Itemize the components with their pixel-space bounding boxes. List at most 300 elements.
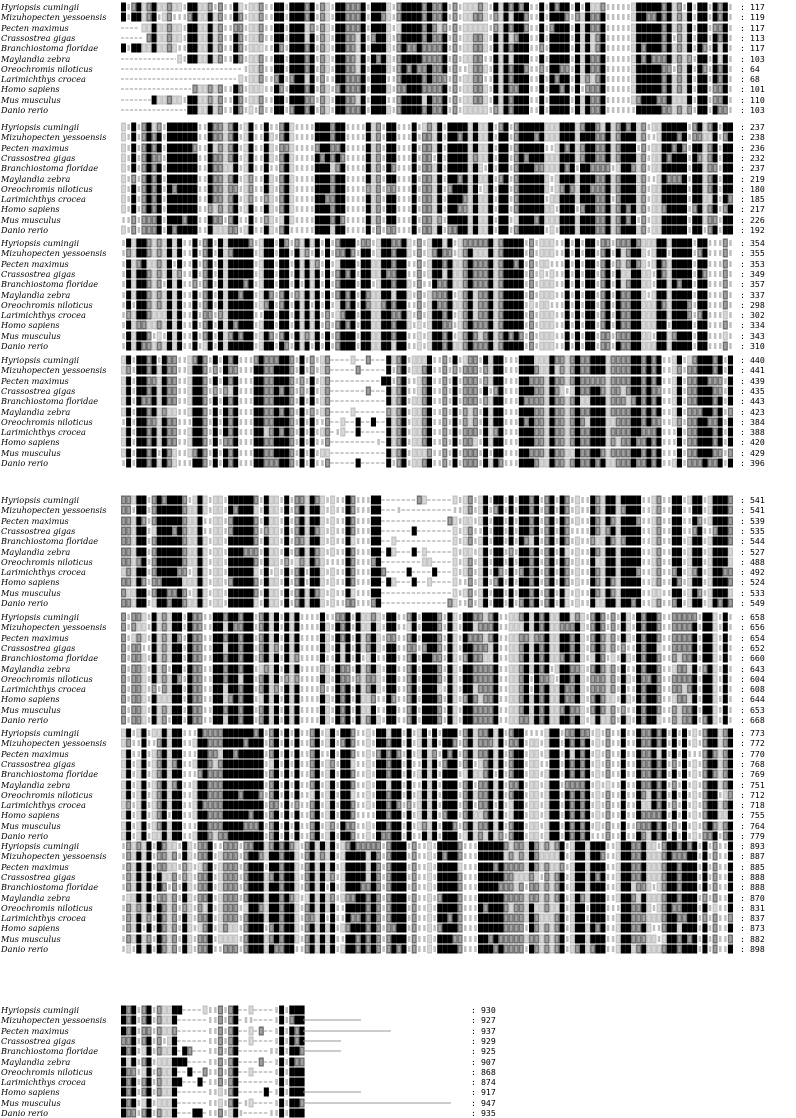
residue-glyph xyxy=(632,25,635,31)
residue-glyph xyxy=(362,145,365,151)
residue-glyph xyxy=(398,155,401,161)
residue-cell xyxy=(402,249,407,258)
residue-cell xyxy=(269,239,274,248)
residue-cell xyxy=(539,226,544,235)
residue-glyph xyxy=(362,186,365,192)
residue-glyph xyxy=(122,145,125,151)
residue-cell xyxy=(534,205,539,214)
residue-glyph xyxy=(714,217,717,223)
residue-glyph xyxy=(490,25,493,31)
residue-glyph xyxy=(270,145,273,151)
residue-cell xyxy=(121,44,126,53)
residue-glyph xyxy=(612,25,615,31)
residue-glyph xyxy=(418,217,421,223)
residue-glyph xyxy=(260,86,263,92)
residue-glyph xyxy=(464,14,467,20)
residue-glyph xyxy=(286,107,289,113)
residue-glyph xyxy=(474,271,477,277)
residue-glyph xyxy=(352,45,355,51)
residue-glyph xyxy=(459,66,462,72)
residue-cell xyxy=(662,143,667,152)
residue-glyph xyxy=(500,76,503,82)
residue-glyph xyxy=(637,97,640,103)
alignment-row xyxy=(0,105,796,115)
residue-glyph xyxy=(444,261,447,267)
residue-cell xyxy=(549,3,554,12)
residue-cell xyxy=(187,133,192,142)
residue-glyph xyxy=(719,107,722,113)
residue-cell xyxy=(391,153,396,162)
residue-glyph xyxy=(602,261,605,267)
residue-glyph xyxy=(199,250,202,256)
residue-cell xyxy=(167,164,172,173)
residue-glyph xyxy=(643,145,646,151)
residue-cell xyxy=(376,3,381,12)
residue-glyph xyxy=(398,14,401,20)
residue-glyph xyxy=(286,66,289,72)
residue-cell xyxy=(514,54,519,63)
residue-cell xyxy=(565,249,570,258)
residue-cell xyxy=(631,195,636,204)
residue-glyph xyxy=(163,134,166,140)
residue-cell xyxy=(371,106,376,115)
residue-glyph xyxy=(454,97,457,103)
residue-cell xyxy=(340,174,345,183)
residue-glyph xyxy=(495,165,498,171)
residue-glyph xyxy=(490,107,493,113)
sequence-track xyxy=(121,215,733,225)
residue-cell xyxy=(555,85,560,94)
residue-cell xyxy=(560,133,565,142)
residue-cell xyxy=(381,106,386,115)
residue-cell xyxy=(208,133,213,142)
residue-glyph xyxy=(214,176,217,182)
residue-glyph xyxy=(428,165,431,171)
residue-cell xyxy=(412,143,417,152)
residue-cell xyxy=(152,95,157,104)
residue-glyph xyxy=(214,25,217,31)
residue-cell xyxy=(600,95,605,104)
residue-glyph xyxy=(648,165,651,171)
residue-glyph xyxy=(433,196,436,202)
residue-glyph xyxy=(627,250,630,256)
residue-glyph xyxy=(178,56,181,62)
residue-glyph xyxy=(612,165,615,171)
residue-glyph xyxy=(704,176,707,182)
residue-cell xyxy=(529,184,534,193)
residue-cell xyxy=(284,174,289,183)
residue-glyph xyxy=(683,97,686,103)
residue-cell xyxy=(600,13,605,22)
residue-cell xyxy=(238,259,243,268)
residue-cell xyxy=(264,133,269,142)
residue-cell xyxy=(539,85,544,94)
residue-cell xyxy=(167,215,172,224)
residue-cell xyxy=(519,205,524,214)
residue-glyph xyxy=(352,206,355,212)
residue-cell xyxy=(182,153,187,162)
residue-glyph xyxy=(158,97,161,103)
residue-glyph xyxy=(459,261,462,267)
residue-cell xyxy=(187,184,192,193)
residue-glyph xyxy=(184,14,187,20)
residue-glyph xyxy=(688,165,691,171)
residue-glyph xyxy=(479,124,482,130)
residue-glyph xyxy=(275,271,278,277)
residue-glyph xyxy=(479,107,482,113)
residue-cell xyxy=(340,75,345,84)
residue-glyph xyxy=(377,186,380,192)
residue-cell xyxy=(713,184,718,193)
residue-glyph xyxy=(535,134,538,140)
residue-cell xyxy=(412,215,417,224)
residue-cell xyxy=(335,184,340,193)
residue-cell xyxy=(621,184,626,193)
residue-cell xyxy=(519,95,524,104)
residue-cell xyxy=(524,174,529,183)
residue-glyph xyxy=(699,134,702,140)
residue-glyph xyxy=(382,165,385,171)
position-number: : 117 xyxy=(740,23,792,33)
residue-glyph xyxy=(250,35,253,41)
residue-glyph xyxy=(678,134,681,140)
residue-cell xyxy=(657,23,662,32)
residue-glyph xyxy=(388,271,391,277)
residue-glyph xyxy=(709,186,712,192)
residue-glyph xyxy=(255,134,258,140)
residue-glyph xyxy=(163,261,166,267)
residue-cell xyxy=(590,153,595,162)
residue-glyph xyxy=(474,86,477,92)
residue-cell xyxy=(509,239,514,248)
residue-glyph xyxy=(683,56,686,62)
residue-glyph xyxy=(561,250,564,256)
residue-glyph xyxy=(479,66,482,72)
residue-glyph xyxy=(525,250,528,256)
residue-glyph xyxy=(658,227,661,233)
residue-cell xyxy=(723,85,728,94)
residue-cell xyxy=(682,153,687,162)
residue-glyph xyxy=(163,250,166,256)
residue-cell xyxy=(631,184,636,193)
residue-cell xyxy=(249,133,254,142)
residue-glyph xyxy=(382,196,385,202)
residue-glyph xyxy=(556,227,559,233)
residue-glyph xyxy=(510,86,513,92)
residue-glyph xyxy=(291,227,294,233)
residue-cell xyxy=(300,13,305,22)
residue-glyph xyxy=(260,227,263,233)
residue-glyph xyxy=(617,86,620,92)
residue-glyph xyxy=(413,250,416,256)
residue-cell xyxy=(386,153,391,162)
residue-cell xyxy=(289,44,294,53)
residue-cell xyxy=(167,269,172,278)
residue-cell xyxy=(386,133,391,142)
residue-cell xyxy=(723,153,728,162)
residue-glyph xyxy=(209,206,212,212)
residue-glyph xyxy=(617,176,620,182)
residue-glyph xyxy=(479,250,482,256)
residue-cell xyxy=(315,195,320,204)
residue-glyph xyxy=(581,56,584,62)
residue-glyph xyxy=(229,165,232,171)
residue-glyph xyxy=(709,227,712,233)
residue-cell xyxy=(447,133,452,142)
residue-cell xyxy=(315,164,320,173)
residue-cell xyxy=(504,54,509,63)
residue-cell xyxy=(279,54,284,63)
position-number: : 349 xyxy=(740,269,792,279)
residue-glyph xyxy=(556,186,559,192)
residue-glyph xyxy=(229,196,232,202)
residue-glyph xyxy=(663,261,666,267)
residue-glyph xyxy=(683,14,686,20)
residue-cell xyxy=(325,133,330,142)
residue-cell xyxy=(147,205,152,214)
residue-glyph xyxy=(546,25,549,31)
residue-cell xyxy=(325,184,330,193)
residue-cell xyxy=(682,215,687,224)
residue-cell xyxy=(713,54,718,63)
residue-cell xyxy=(310,54,315,63)
residue-glyph xyxy=(275,176,278,182)
residue-cell xyxy=(687,259,692,268)
residue-glyph xyxy=(347,271,350,277)
residue-glyph xyxy=(612,155,615,161)
residue-glyph xyxy=(331,196,334,202)
residue-glyph xyxy=(204,4,207,10)
residue-glyph xyxy=(484,261,487,267)
alignment-row xyxy=(0,23,796,33)
residue-glyph xyxy=(433,14,436,20)
residue-glyph xyxy=(530,240,533,246)
residue-cell xyxy=(514,13,519,22)
residue-cell xyxy=(437,269,442,278)
residue-glyph xyxy=(490,76,493,82)
residue-cell xyxy=(417,75,422,84)
residue-glyph xyxy=(464,76,467,82)
residue-cell xyxy=(381,54,386,63)
sequence-track xyxy=(121,84,733,94)
residue-cell xyxy=(519,249,524,258)
residue-glyph xyxy=(326,25,329,31)
residue-cell xyxy=(284,153,289,162)
residue-cell xyxy=(565,205,570,214)
residue-cell xyxy=(437,164,442,173)
residue-glyph xyxy=(581,97,584,103)
residue-cell xyxy=(723,174,728,183)
residue-glyph xyxy=(428,196,431,202)
residue-cell xyxy=(555,44,560,53)
residue-glyph xyxy=(275,145,278,151)
residue-cell xyxy=(606,269,611,278)
position-number: : 110 xyxy=(740,95,792,105)
residue-cell xyxy=(565,33,570,42)
residue-cell xyxy=(340,195,345,204)
residue-glyph xyxy=(637,227,640,233)
residue-cell xyxy=(646,106,651,115)
position-number: : 103 xyxy=(740,105,792,115)
residue-glyph xyxy=(357,56,360,62)
residue-cell xyxy=(177,249,182,258)
residue-cell xyxy=(514,3,519,12)
residue-cell xyxy=(519,195,524,204)
residue-glyph xyxy=(484,145,487,151)
residue-glyph xyxy=(515,124,518,130)
residue-glyph xyxy=(612,145,615,151)
residue-glyph xyxy=(219,217,222,223)
residue-glyph xyxy=(433,227,436,233)
residue-cell xyxy=(238,269,243,278)
residue-cell xyxy=(504,75,509,84)
residue-cell xyxy=(504,13,509,22)
residue-glyph xyxy=(607,35,610,41)
residue-glyph xyxy=(316,14,319,20)
residue-cell xyxy=(412,106,417,115)
residue-cell xyxy=(249,226,254,235)
residue-cell xyxy=(723,164,728,173)
sequence-track xyxy=(121,143,733,153)
residue-glyph xyxy=(168,97,171,103)
residue-cell xyxy=(549,64,554,73)
residue-glyph xyxy=(612,35,615,41)
residue-glyph xyxy=(245,227,248,233)
residue-glyph xyxy=(658,97,661,103)
residue-glyph xyxy=(280,227,283,233)
residue-cell xyxy=(560,106,565,115)
residue-glyph xyxy=(122,227,125,233)
residue-glyph xyxy=(291,250,294,256)
residue-glyph xyxy=(581,76,584,82)
residue-glyph xyxy=(469,66,472,72)
residue-glyph xyxy=(709,97,712,103)
residue-glyph xyxy=(255,186,258,192)
residue-cell xyxy=(192,239,197,248)
residue-glyph xyxy=(214,261,217,267)
residue-glyph xyxy=(469,45,472,51)
residue-glyph xyxy=(439,14,442,20)
species-label: Branchiostoma floridae xyxy=(1,163,119,173)
residue-glyph xyxy=(398,107,401,113)
residue-glyph xyxy=(602,145,605,151)
residue-glyph xyxy=(530,76,533,82)
residue-glyph xyxy=(311,250,314,256)
residue-cell xyxy=(366,205,371,214)
residue-glyph xyxy=(245,107,248,113)
residue-cell xyxy=(453,174,458,183)
residue-glyph xyxy=(653,271,656,277)
residue-glyph xyxy=(551,250,554,256)
position-number: : 237 xyxy=(740,122,792,132)
residue-glyph xyxy=(321,261,324,267)
residue-glyph xyxy=(178,14,181,20)
residue-cell xyxy=(366,269,371,278)
residue-glyph xyxy=(694,25,697,31)
residue-glyph xyxy=(382,145,385,151)
residue-cell xyxy=(713,3,718,12)
residue-glyph xyxy=(428,86,431,92)
residue-cell xyxy=(488,153,493,162)
residue-cell xyxy=(473,226,478,235)
residue-glyph xyxy=(214,124,217,130)
residue-cell xyxy=(310,13,315,22)
residue-glyph xyxy=(637,186,640,192)
residue-cell xyxy=(294,75,299,84)
residue-cell xyxy=(560,3,565,12)
residue-glyph xyxy=(260,217,263,223)
residue-glyph xyxy=(541,271,544,277)
residue-cell xyxy=(192,133,197,142)
residue-glyph xyxy=(408,145,411,151)
residue-glyph xyxy=(515,176,518,182)
residue-glyph xyxy=(127,250,129,256)
residue-cell xyxy=(233,269,238,278)
residue-glyph xyxy=(199,107,202,113)
residue-glyph xyxy=(229,124,232,130)
residue-cell xyxy=(672,164,677,173)
residue-cell xyxy=(514,75,519,84)
residue-glyph xyxy=(729,25,732,31)
residue-glyph xyxy=(571,35,574,41)
residue-cell xyxy=(386,239,391,248)
residue-cell xyxy=(167,239,172,248)
residue-cell xyxy=(192,54,197,63)
residue-glyph xyxy=(439,56,442,62)
residue-glyph xyxy=(367,186,370,192)
residue-glyph xyxy=(275,124,278,130)
residue-glyph xyxy=(510,76,513,82)
residue-cell xyxy=(702,85,707,94)
residue-glyph xyxy=(377,56,380,62)
residue-glyph xyxy=(321,97,324,103)
residue-glyph xyxy=(597,250,600,256)
residue-glyph xyxy=(270,66,273,72)
residue-glyph xyxy=(224,227,227,233)
residue-glyph xyxy=(729,107,732,113)
residue-glyph xyxy=(398,165,401,171)
residue-cell xyxy=(606,123,611,132)
residue-cell xyxy=(325,259,330,268)
residue-glyph xyxy=(643,250,646,256)
residue-glyph xyxy=(199,240,202,246)
residue-cell xyxy=(442,33,447,42)
residue-cell xyxy=(157,226,162,235)
residue-glyph xyxy=(306,97,309,103)
residue-glyph xyxy=(632,4,635,10)
residue-glyph xyxy=(556,124,559,130)
residue-cell xyxy=(310,106,315,115)
residue-glyph xyxy=(546,261,549,267)
residue-cell xyxy=(600,64,605,73)
residue-cell xyxy=(585,205,590,214)
residue-glyph xyxy=(719,165,722,171)
residue-glyph xyxy=(347,124,350,130)
residue-glyph xyxy=(250,97,253,103)
sequence-track xyxy=(121,269,733,279)
residue-cell xyxy=(335,153,340,162)
residue-cell xyxy=(692,153,697,162)
residue-glyph xyxy=(331,124,334,130)
residue-glyph xyxy=(459,240,462,246)
residue-cell xyxy=(606,249,611,258)
residue-cell xyxy=(555,33,560,42)
residue-glyph xyxy=(184,35,187,41)
residue-glyph xyxy=(337,240,340,246)
residue-glyph xyxy=(352,107,355,113)
residue-glyph xyxy=(612,76,615,82)
residue-cell xyxy=(641,85,646,94)
